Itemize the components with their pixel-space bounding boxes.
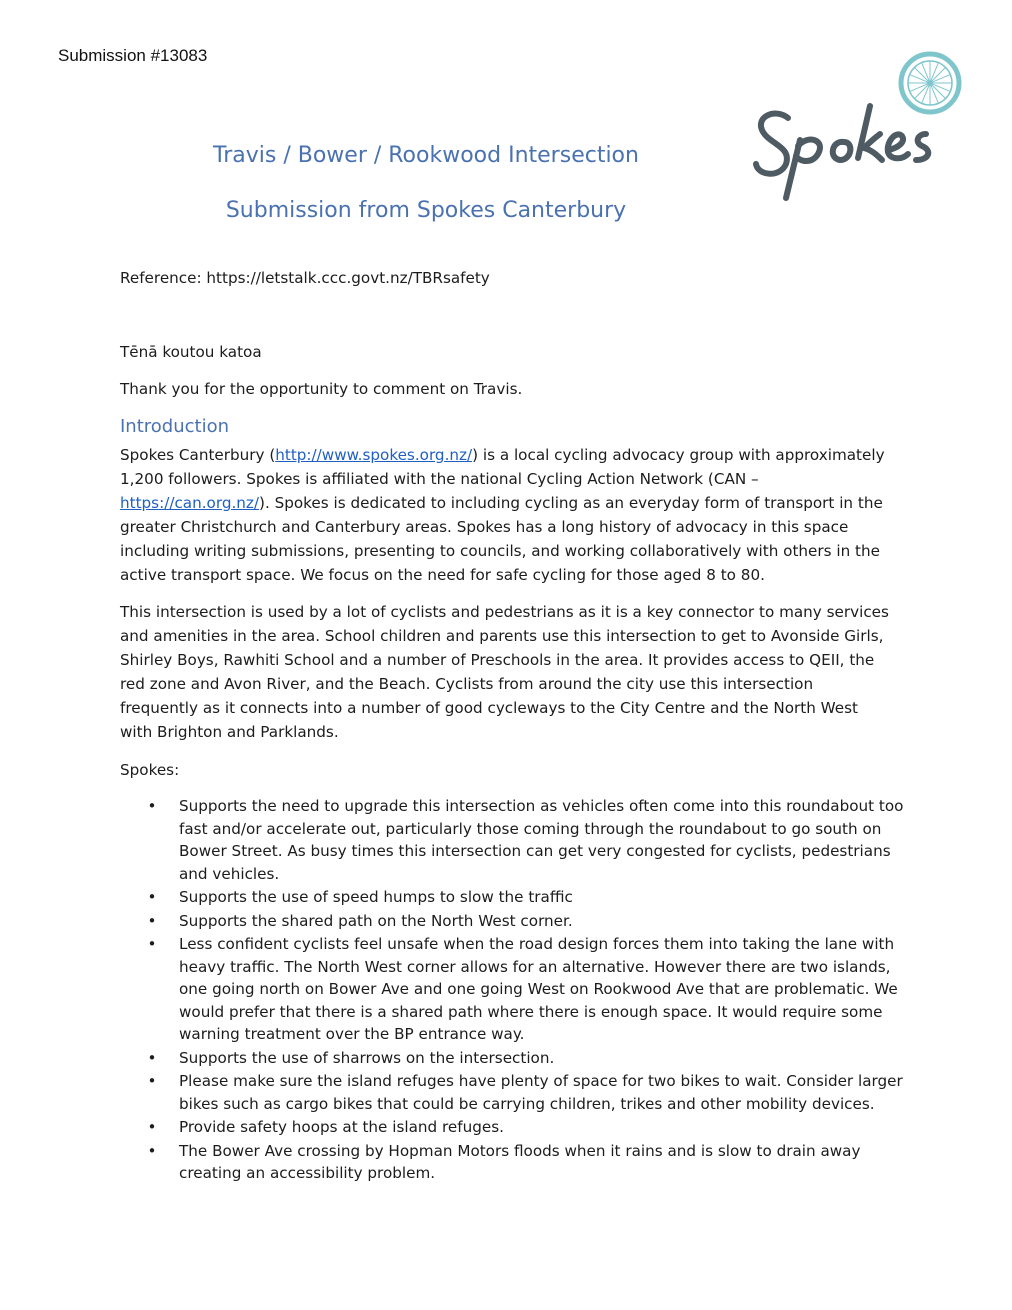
document-subtitle: Submission from Spokes Canterbury <box>225 198 627 223</box>
list-item-text: Supports the need to upgrade this intersection as vehicles often come into this roundabout too fast and/or accelerate out, particularly those coming through the roundabout to go south on Bower Street. As busy times this intersection can get very congested for cyclists, pedestrians and vehicles. <box>179 797 904 883</box>
introduction-paragraph <box>120 443 890 587</box>
intro-text-a: Spokes Canterbury ( <box>120 446 276 464</box>
introduction-heading: Introduction <box>120 416 230 437</box>
list-item-text: Provide safety hoops at the island refuges. <box>179 1118 504 1136</box>
list-item <box>145 795 905 885</box>
list-item <box>145 910 905 933</box>
list-item <box>145 933 905 1046</box>
list-item <box>145 886 905 909</box>
bullet-icon: • <box>147 797 157 815</box>
list-item <box>145 1070 905 1115</box>
list-item-text: Please make sure the island refuges have plenty of space for two bikes to wait. Consider larger bikes such as cargo bikes that could be carrying children, trikes and other mobility devices. <box>179 1072 903 1113</box>
list-item-text: The Bower Ave crossing by Hopman Motors floods when it rains and is slow to drain away creating an accessibility problem. <box>179 1141 861 1182</box>
document-title: Travis / Bower / Rookwood Intersection <box>213 143 639 168</box>
reference-line: Reference: https://letstalk.ccc.govt.nz/TBRsafety <box>120 269 490 287</box>
thanks-line: Thank you for the opportunity to comment on Travis. <box>120 380 523 398</box>
bike-wheel-icon <box>901 54 959 112</box>
support-bullet-list <box>145 795 905 1186</box>
list-item <box>145 1116 905 1139</box>
can-website-link[interactable]: https://can.org.nz/ <box>120 494 260 512</box>
submission-id: Submission #13083 <box>58 46 208 65</box>
bullet-icon: • <box>147 1141 157 1160</box>
list-item-text: Supports the use of speed humps to slow the traffic <box>179 888 573 906</box>
spokes-label: Spokes: <box>120 761 180 779</box>
bullet-icon: • <box>147 1072 157 1090</box>
spokes-logo <box>748 50 968 205</box>
bullet-icon: • <box>147 935 157 953</box>
list-item <box>145 1140 905 1185</box>
list-item-text: Less confident cyclists feel unsafe when the road design forces them into taking the lane with heavy traffic. The North West corner allows for an alternative. However there are two islands, one going north on Bower Ave and one going West on Rookwood Ave that are problematic. We would prefer that there is a shared path where there is enough space. It would require some warning treatment over the BP entrance way. <box>179 935 898 1043</box>
bullet-icon: • <box>147 1048 157 1067</box>
spokes-website-link[interactable]: http://www.spokes.org.nz/ <box>275 446 473 464</box>
greeting: Tēnā koutou katoa <box>120 343 262 361</box>
list-item-text: Supports the shared path on the North West corner. <box>179 911 573 930</box>
list-item <box>145 1047 905 1070</box>
bullet-icon: • <box>147 911 157 930</box>
intersection-paragraph: This intersection is used by a lot of cyclists and pedestrians as it is a key connector to many services and amenities in the area. School children and parents use this intersection to get to Avonside Girls, Shirley Boys, Rawhiti School and a number of Preschools in the area. It provides access to QEII, the red zone and Avon River, and the Beach. Cyclists from around the city use this intersection frequently as it connects into a number of good cycleways to the City Centre and the North West with Brighton and Parklands. <box>120 603 889 741</box>
intro-text-c: ). Spokes is dedicated to including cycling as an everyday form of transport in the greater Christchurch and Canterbury areas. Spokes has a long history of advocacy in this space including writing submissions, presenting to councils, and working collaboratively with others in the active transport space. We focus on the need for safe cycling for those aged 8 to 80. <box>120 494 883 584</box>
bullet-icon: • <box>147 1118 157 1136</box>
bullet-icon: • <box>147 888 157 906</box>
intro-text-b: ) is a local cycling advocacy group with approximately 1,200 followers. Spokes is affiliated with the national Cycling Action Network (CAN – <box>120 446 885 488</box>
list-item-text: Supports the use of sharrows on the intersection. <box>179 1048 555 1067</box>
